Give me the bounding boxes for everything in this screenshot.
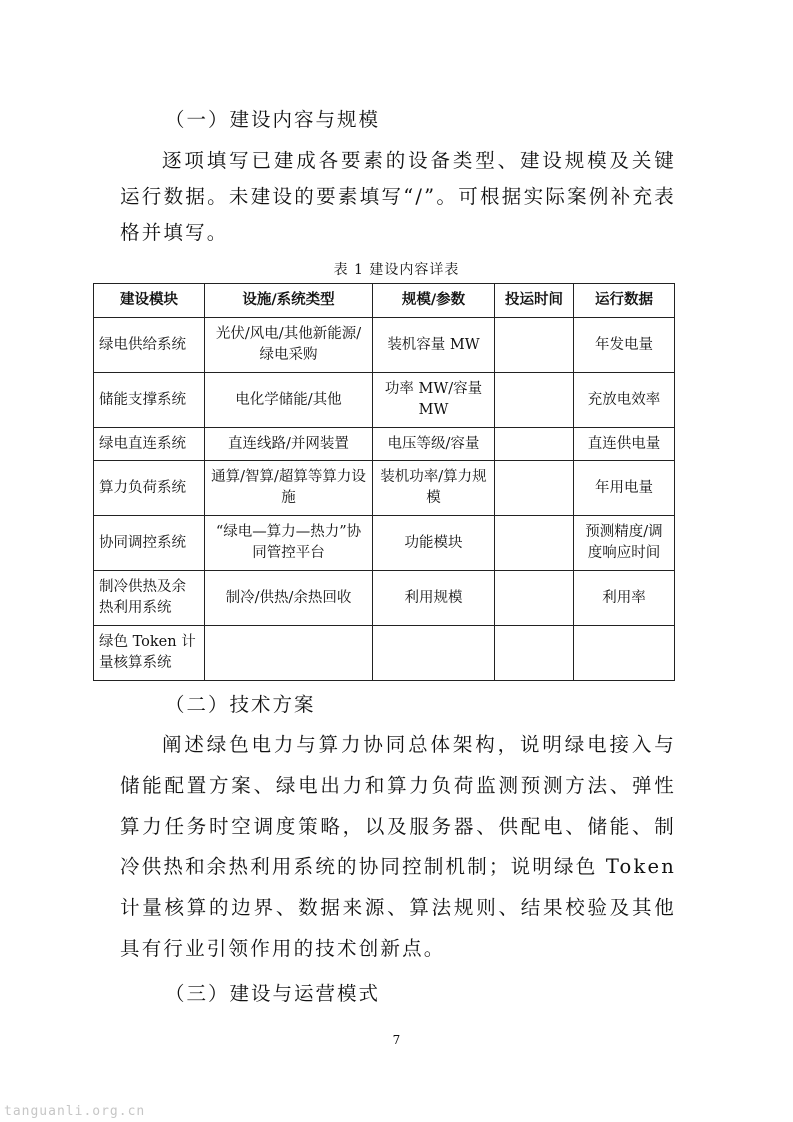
column-header: 规模/参数 (373, 284, 495, 318)
table-header-row (94, 284, 675, 318)
page-number: 7 (392, 1033, 401, 1047)
table-cell (373, 626, 495, 681)
table-cell: 年发电量 (574, 318, 675, 373)
table-cell (495, 318, 574, 373)
section-1-heading: （一）建设内容与规模 (165, 108, 381, 131)
table-row (94, 516, 675, 571)
column-header: 投运时间 (495, 284, 574, 318)
table-cell (495, 516, 574, 571)
section-2-paragraph: 阐述绿色电力与算力协同总体架构，说明绿电接入与储能配置方案、绿电出力和算力负荷监测预测方法、弹性算力任务时空调度策略，以及服务器、供配电、储能、制冷供热和余热利用系统的协同控制机制；说明绿色 Token 计量核算的边界、数据来源、算法规则、结果校验及其他具有行业引领作用的技术创新点。 (120, 733, 676, 960)
table-cell: 通算/智算/超算等算力设施 (205, 461, 373, 516)
table-cell: 电化学储能/其他 (205, 373, 373, 428)
table-cell (495, 373, 574, 428)
watermark: tanguanli.org.cn (4, 1104, 146, 1119)
column-header: 设施/系统类型 (205, 284, 373, 318)
table-row (94, 626, 675, 681)
table-cell: 绿色 Token 计量核算系统 (94, 626, 205, 681)
section-3-heading: （三）建设与运营模式 (165, 982, 381, 1005)
table-cell: 直连线路/并网装置 (205, 428, 373, 461)
table-caption: 表 1 建设内容详表 (333, 262, 460, 278)
table-cell: 充放电效率 (574, 373, 675, 428)
construction-details-table (93, 283, 675, 681)
table-cell (495, 428, 574, 461)
column-header: 建设模块 (94, 284, 205, 318)
table-cell: 储能支撑系统 (94, 373, 205, 428)
table-cell: “绿电—算力—热力”协同管控平台 (205, 516, 373, 571)
table-cell (495, 571, 574, 626)
table-row (94, 318, 675, 373)
table-cell: 绿电直连系统 (94, 428, 205, 461)
section-1-paragraph: 逐项填写已建成各要素的设备类型、建设规模及关键运行数据。未建设的要素填写“/”。可根据实际案例补充表格并填写。 (120, 149, 676, 244)
table-cell: 预测精度/调度响应时间 (574, 516, 675, 571)
table-cell: 制冷供热及余热利用系统 (94, 571, 205, 626)
section-2-heading: （二）技术方案 (165, 693, 316, 716)
table-cell (574, 626, 675, 681)
table-cell: 算力负荷系统 (94, 461, 205, 516)
table-cell: 装机功率/算力规模 (373, 461, 495, 516)
table-row (94, 428, 675, 461)
table-cell (495, 461, 574, 516)
table-cell: 电压等级/容量 (373, 428, 495, 461)
table-cell: 光伏/风电/其他新能源/绿电采购 (205, 318, 373, 373)
table-cell: 装机容量 MW (373, 318, 495, 373)
table-cell: 协同调控系统 (94, 516, 205, 571)
table-cell: 利用率 (574, 571, 675, 626)
table-cell: 制冷/供热/余热回收 (205, 571, 373, 626)
table-row (94, 461, 675, 516)
column-header: 运行数据 (574, 284, 675, 318)
table-cell: 直连供电量 (574, 428, 675, 461)
table-row (94, 373, 675, 428)
table-row (94, 571, 675, 626)
table-cell (205, 626, 373, 681)
table-cell: 功率 MW/容量MW (373, 373, 495, 428)
table-cell: 功能模块 (373, 516, 495, 571)
table-cell: 绿电供给系统 (94, 318, 205, 373)
table-cell (495, 626, 574, 681)
table-cell: 利用规模 (373, 571, 495, 626)
table-cell: 年用电量 (574, 461, 675, 516)
